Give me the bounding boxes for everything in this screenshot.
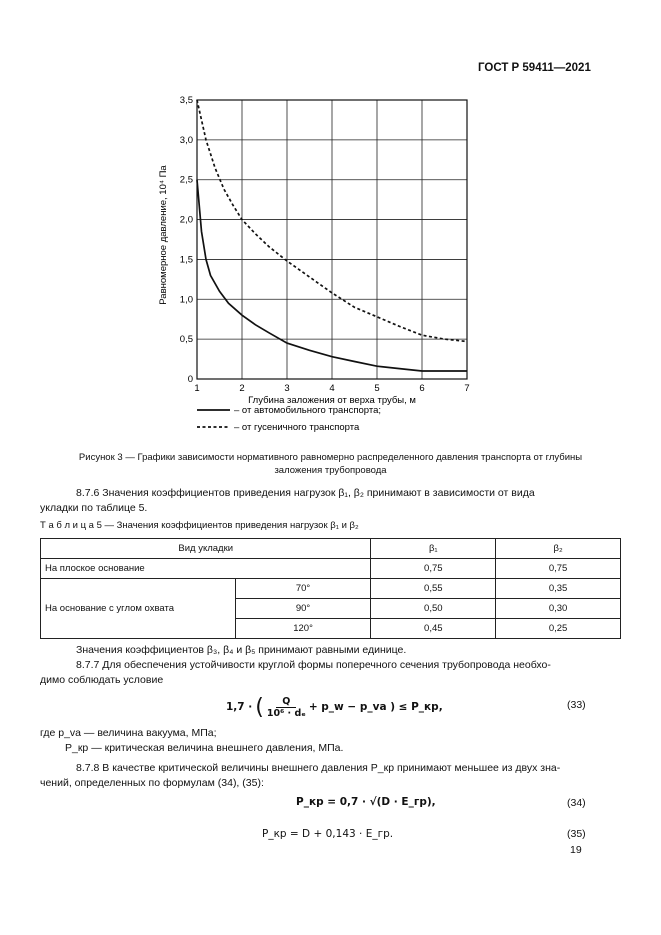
y-tick-label: 2,5 xyxy=(179,174,193,186)
y-tick-label: 2,0 xyxy=(179,214,193,226)
x-tick-label: 4 xyxy=(329,383,335,394)
para-876-line2: укладки по таблице 5. xyxy=(40,502,148,514)
where-line-2: P_кр — критическая величина внешнего давления, МПа. xyxy=(65,742,344,754)
para-876-line1: 8.7.6 Значения коэффициентов приведения нагрузок β₁, β₂ принимают в зависимости от вида xyxy=(76,487,535,499)
eq33-numerator: Q xyxy=(276,696,296,708)
caption-line-2: заложения трубопровода xyxy=(274,465,387,476)
y-tick-label: 1,0 xyxy=(179,294,193,306)
para-beta345: Значения коэффициентов β₃, β₄ и β₅ принимают равными единице. xyxy=(76,644,407,656)
para-878-line2: чений, определенных по формулам (34), (35): xyxy=(40,777,264,789)
angle-90: 90° xyxy=(235,599,371,619)
caption-line-1: Рисунок 3 — Графики зависимости нормативного равномерно распределенного давления транспорта от глубины xyxy=(78,452,583,463)
y-tick-label: 0,5 xyxy=(179,334,193,346)
angle-70: 70° xyxy=(235,579,371,599)
angle-120-beta2: 0,25 xyxy=(496,619,621,639)
x-tick-label: 2 xyxy=(239,383,245,394)
para-877-line2: димо соблюдать условие xyxy=(40,674,164,686)
x-tick-label: 1 xyxy=(194,383,200,394)
y-tick-label: 3,5 xyxy=(179,95,193,106)
eq33-prefix: 1,7 · xyxy=(226,701,253,713)
angle-90-beta1: 0,50 xyxy=(371,599,496,619)
equation-34: P_кр = 0,7 · √(D · E_гр), xyxy=(296,796,436,808)
row-flat-label: На плоское основание xyxy=(41,559,371,579)
y-tick-label: 0 xyxy=(187,374,193,385)
row-flat-beta2: 0,75 xyxy=(496,559,621,579)
angle-70-beta1: 0,55 xyxy=(371,579,496,599)
x-tick-label: 5 xyxy=(374,383,380,394)
legend-label: – от гусеничного транспорта xyxy=(234,422,360,433)
eq34-number: (34) xyxy=(567,797,586,809)
y-tick-label: 3,0 xyxy=(179,134,193,146)
where-line-1: где p_va — величина вакуума, МПа; xyxy=(40,727,217,739)
chart-legend xyxy=(197,405,381,433)
para-878-line1: 8.7.8 В качестве критической величины внешнего давления P_кр принимают меньшее из двух зна- xyxy=(76,762,561,774)
header-laying-type: Вид укладки xyxy=(41,539,371,559)
x-tick-label: 7 xyxy=(464,383,470,394)
x-tick-label: 6 xyxy=(419,383,425,394)
chart-grid xyxy=(197,100,467,379)
angle-120: 120° xyxy=(235,619,371,639)
equation-33: 1,7 · ( $\frac{Q}{\text{10⁶ · dₑ}}$ + p_w − p_va ) ≤ P_кр, xyxy=(226,694,443,720)
eq33-number: (33) xyxy=(567,699,586,711)
legend-label: – от автомобильного транспорта; xyxy=(234,405,381,416)
table-row xyxy=(41,579,621,599)
header-beta2: β₂ xyxy=(496,539,621,559)
table-5-title: Т а б л и ц а 5 — Значения коэффициентов приведения нагрузок β₁ и β₂ xyxy=(40,520,359,531)
figure-caption xyxy=(40,451,621,477)
table-header-row xyxy=(41,539,621,559)
equation-35: P_кр = D + 0,143 · E_гр. xyxy=(262,828,394,840)
page-number: 19 xyxy=(570,844,582,856)
x-tick-label: 3 xyxy=(284,383,290,394)
angle-120-beta1: 0,45 xyxy=(371,619,496,639)
y-axis-label: Равномерное давление, 10⁴ Па xyxy=(158,165,169,305)
x-axis-label: Глубина заложения от верха трубы, м xyxy=(248,395,416,406)
eq33-suffix: + p_w − p_va ) ≤ P_кр, xyxy=(308,701,443,713)
table-row xyxy=(41,559,621,579)
para-877-line1: 8.7.7 Для обеспечения устойчивости круглой формы поперечного сечения трубопровода необхо- xyxy=(76,659,551,671)
eq33-denominator: 10⁶ · dₑ xyxy=(266,707,306,719)
row-flat-beta1: 0,75 xyxy=(371,559,496,579)
angle-90-beta2: 0,30 xyxy=(496,599,621,619)
row-angle-label: На основание с углом охвата xyxy=(41,579,236,639)
angle-70-beta2: 0,35 xyxy=(496,579,621,599)
document-code: ГОСТ Р 59411—2021 xyxy=(478,62,591,74)
table-5 xyxy=(40,538,621,639)
eq35-number: (35) xyxy=(567,828,586,840)
y-tick-label: 1,5 xyxy=(179,254,193,266)
pressure-depth-chart xyxy=(150,90,490,433)
header-beta1: β₁ xyxy=(371,539,496,559)
